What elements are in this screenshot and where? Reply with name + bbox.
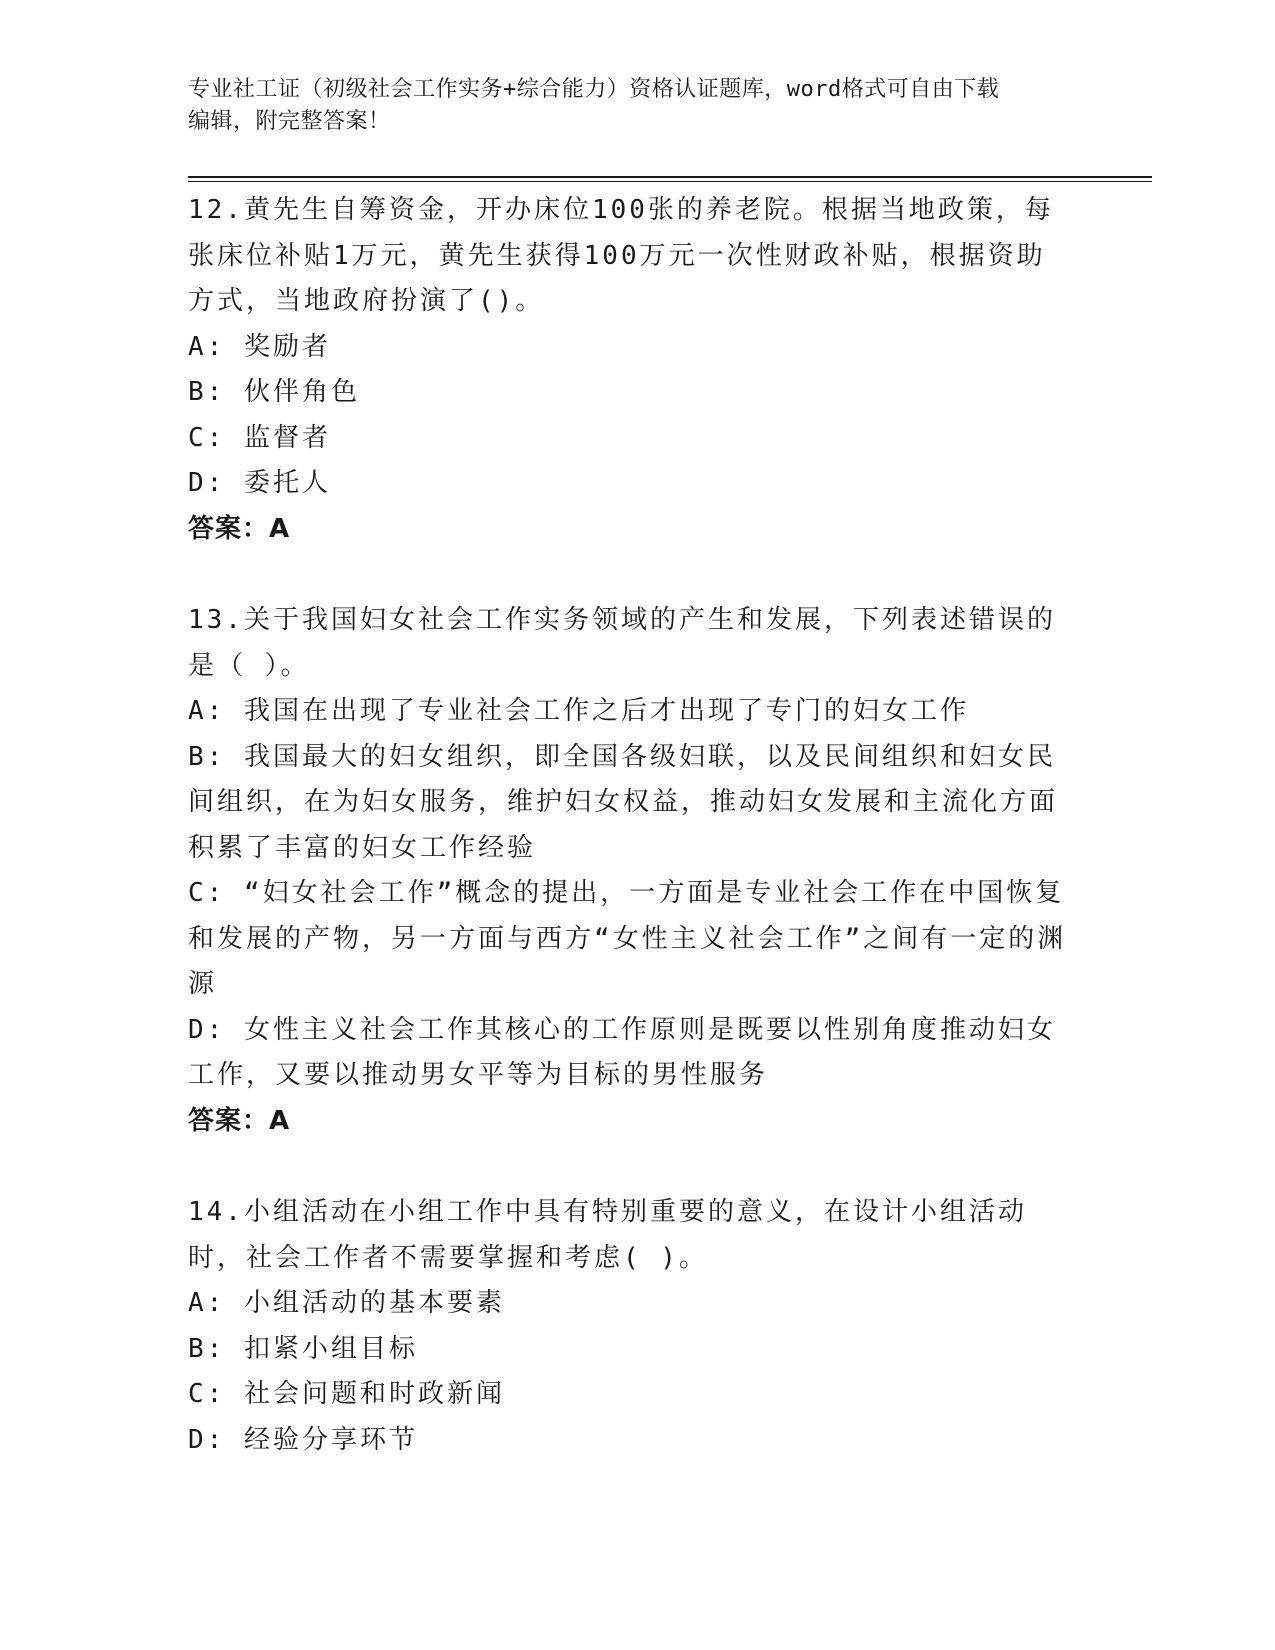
question-14: [188, 1190, 1068, 1463]
option-d: D: 委托人: [188, 468, 331, 498]
question-13: [188, 598, 1068, 1144]
question-stem: 13.关于我国妇女社会工作实务领域的产生和发展，下列表述错误的是（ ）。: [188, 605, 1056, 681]
option-d: D: 经验分享环节: [188, 1424, 418, 1455]
answer-label: 答案：A: [188, 513, 291, 544]
header-divider-thin: [188, 181, 1152, 182]
question-12: [188, 188, 1068, 552]
header-line-1: 专业社工证（初级社会工作实务+综合能力）资格认证题库，word格式可自由下载: [188, 77, 1000, 102]
option-b: B: 扣紧小组目标: [188, 1333, 418, 1364]
option-a: A: 小组活动的基本要素: [188, 1288, 505, 1318]
question-stem: 14.小组活动在小组工作中具有特别重要的意义，在设计小组活动时，社会工作者不需要掌握和考虑( )。: [188, 1197, 1027, 1273]
option-d: D: 女性主义社会工作其核心的工作原则是既要以性别角度推动妇女工作，又要以推动男女平等为目标的男性服务: [188, 1014, 1056, 1090]
option-c: C: 社会问题和时政新闻: [188, 1379, 505, 1409]
option-a: A: 我国在出现了专业社会工作之后才出现了专门的妇女工作: [188, 696, 969, 726]
option-c: C: “妇女社会工作”概念的提出，一方面是专业社会工作在中国恢复和发展的产物，另一方面与西方“女性主义社会工作”之间有一定的渊源: [188, 878, 1067, 999]
answer-label: 答案：A: [188, 1105, 291, 1136]
option-a: A: 奖励者: [188, 331, 331, 362]
question-stem: 12.黄先生自筹资金，开办床位100张的养老院。根据当地政策，每张床位补贴1万元，黄先生获得100万元一次性财政补贴，根据资助方式，当地政府扮演了()。: [188, 195, 1054, 316]
option-c: C: 监督者: [188, 422, 331, 453]
option-b: B: 伙伴角色: [188, 377, 360, 407]
option-b: B: 我国最大的妇女组织，即全国各级妇联，以及民间组织和妇女民间组织，在为妇女服务，维护妇女权益，推动妇女发展和主流化方面积累了丰富的妇女工作经验: [188, 741, 1059, 863]
header-divider-thick: [188, 176, 1152, 178]
document-header: [188, 74, 1068, 138]
header-line-2: 编辑，附完整答案！: [188, 109, 391, 134]
